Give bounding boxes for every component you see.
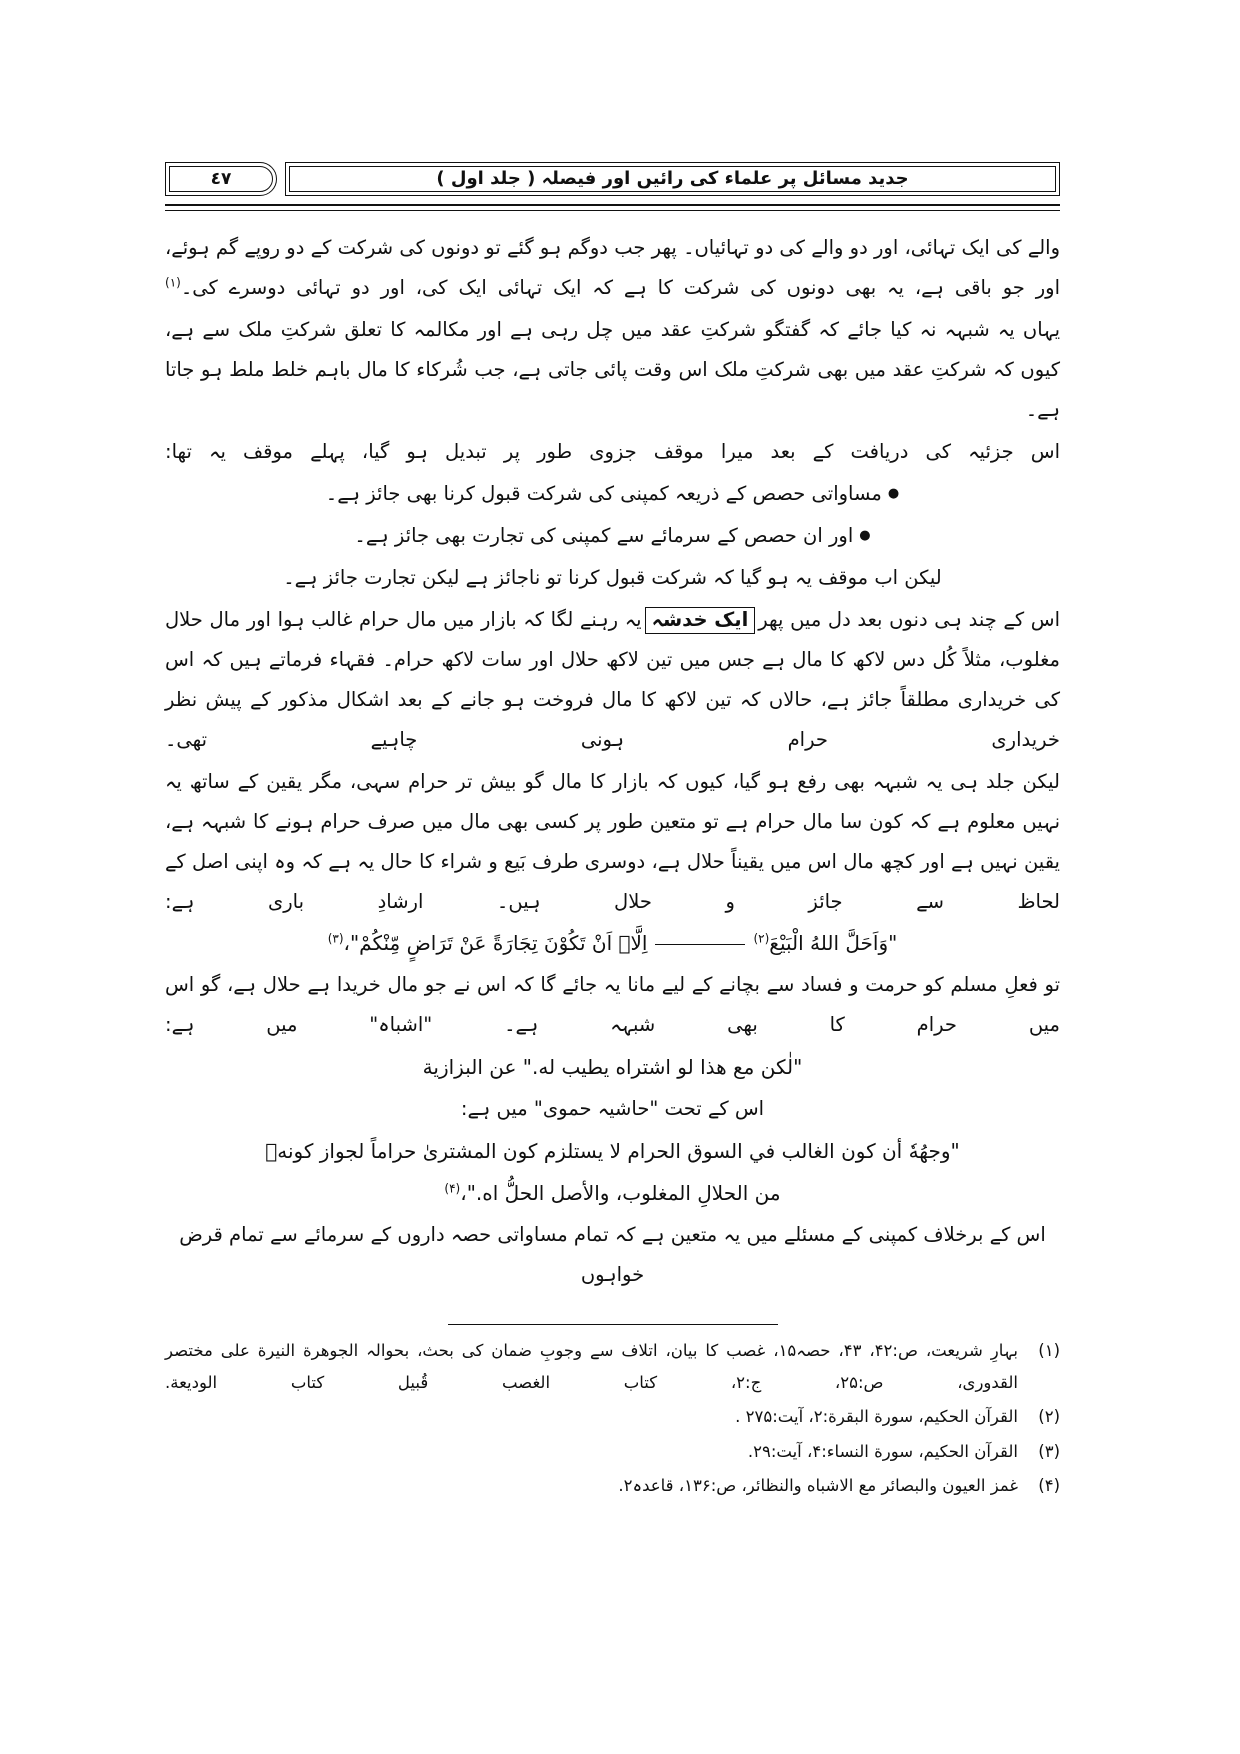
- bullet-item-2: [165, 516, 1060, 556]
- bullet-item-2-text: اور ان حصص کے سرمائے سے کمپنی کی تجارت بھی جائز ہے۔: [354, 523, 854, 547]
- paragraph-boxed-suffix: یہ رہنے لگا کہ بازار میں مال حرام غالب ہوا اور مال حلال مغلوب، مثلاً کُل دس لاکھ کا مال ہے جس میں تین لاکھ حلال اور سات لاکھ حرام۔ فقہاء فرماتے ہیں کہ اس کی خریداری مطلقاً جائز ہے، حالاں کہ تین لاکھ کا مال فروخت ہو جانے کے بعد اشکال مذکور کے پیش نظر خریداری حرام ہونی چاہیے تھی۔: [165, 607, 1060, 751]
- ayat-part-1: "وَاَحَلَّ اللهُ الْبَيْعَ: [769, 931, 898, 956]
- footnote-ref-1: (۱): [165, 275, 181, 290]
- footnote-4-text: غمز العيون والبصائر مع الاشباه والنظائر، ص:۱۳۶، قاعدہ۲.: [618, 1475, 1018, 1495]
- footnote-3: [165, 1436, 1060, 1468]
- bullet-dot-icon: ●: [859, 527, 871, 543]
- footnote-area: [165, 1324, 1060, 1504]
- paragraph-1: [165, 228, 1060, 308]
- book-title-band: [285, 162, 1060, 196]
- bullet-item-1-text: مساواتی حصص کے ذریعہ کمپنی کی شرکت قبول کرنا بھی جائز ہے۔: [325, 481, 882, 505]
- ayat-separator-rule: [655, 944, 745, 945]
- paragraph-2: یہاں یہ شبہہ نہ کیا جائے کہ گفتگو شرکتِ عقد میں چل رہی ہے اور مکالمہ کا تعلق شرکتِ ملک سے ہے، کیوں کہ شرکتِ عقد میں بھی شرکتِ ملک اس وقت پائی جاتی ہے، جب شُرکاء کا مال باہم خلط ملط ہو جاتا ہے۔: [165, 317, 1060, 421]
- book-title: جدید مسائل پر علماء کی رائیں اور فیصلہ ( جلد اول ): [426, 170, 918, 188]
- body-text: [165, 228, 1060, 1295]
- page-header: [165, 160, 1060, 212]
- after-bullets-line: لیکن اب موقف یہ ہو گیا کہ شرکت قبول کرنا تو ناجائز ہے لیکن تجارت جائز ہے۔: [283, 565, 942, 589]
- footnote-2: [165, 1401, 1060, 1433]
- footnote-3-marker: (۳): [1038, 1441, 1060, 1461]
- quote-intro-hamawi: اس کے تحت "حاشیہ حموی" میں ہے:: [460, 1097, 765, 1121]
- quote-hamawi-line-1: "وجهُهٗ أن كون الغالب في السوق الحرام لا يستلزم كون المشترىٰ حراماً لجواز كونهٖ: [265, 1139, 960, 1164]
- footnote-ref-3: (۳): [327, 931, 344, 946]
- footnote-1-text: بہارِ شریعت، ص:۴۲، ۴۳، حصہ۱۵، غصب کا بیان، اتلاف سے وجوبِ ضمان کی بحث، بحوالہ الجوهرة النيرة علی مختصر القدوری، ص:۲۵، ج:۲، كتاب الغصب قُبيل كتاب الوديعة.: [165, 1341, 1019, 1393]
- footnote-4: [165, 1470, 1060, 1502]
- footnote-separator-rule: [448, 1324, 778, 1325]
- page-number-box: [165, 162, 277, 196]
- footnote-3-text: القرآن الحکیم، سورة النساء:۴، آیت:۲۹.: [747, 1441, 1018, 1461]
- bullet-item-1: [165, 474, 1060, 514]
- paragraph-5: تو فعلِ مسلم کو حرمت و فساد سے بچانے کے لیے مانا یہ جائے گا کہ اس نے جو مال خریدا ہے حلال ہے، گو اس میں حرام کا بھی شبہہ ہے۔ "اشباہ" میں ہے:: [165, 973, 1060, 1037]
- boxed-emphasis: ایک خدشہ: [645, 607, 756, 634]
- bullet-dot-icon: ●: [887, 485, 900, 501]
- footnote-4-marker: (۴): [1038, 1475, 1060, 1495]
- quote-hamawi-line-2-text: من الحلالِ المغلوب، والأصل الحلُّ اه."،: [460, 1181, 781, 1206]
- footnote-1-marker: (۱): [1038, 1341, 1060, 1361]
- header-rule-outer: [165, 204, 1060, 206]
- footnote-2-marker: (۲): [1038, 1407, 1060, 1427]
- paragraph-boxed-prefix: اس کے چند ہی دنوں بعد دل میں پھر: [758, 607, 1060, 631]
- footnote-1: [165, 1335, 1060, 1399]
- footnote-ref-2: (۲): [753, 931, 770, 946]
- page-number: ٤٧: [210, 169, 232, 189]
- paragraph-4: لیکن جلد ہی یہ شبہہ بھی رفع ہو گیا، کیوں کہ بازار کا مال گو بیش تر حرام سہی، مگر یقین کے ساتھ یہ نہیں معلوم ہے کہ کون سا مال حرام ہے تو متعین طور پر کسی بھی مال میں صرف حرام ہونے کا شبہہ ہے، یقین نہیں ہے اور کچھ مال اس میں یقیناً حلال ہے، دوسری طرف بَیع و شراء کا حال یہ ہے کہ وہ اپنی اصل کے لحاظ سے جائز و حلال ہیں۔ ارشادِ باری ہے:: [165, 769, 1060, 913]
- header-rule-inner: [165, 210, 1060, 211]
- paragraph-3: اس جزئیہ کی دریافت کے بعد میرا موقف جزوی طور پر تبدیل ہو گیا، پہلے موقف یہ تھا:: [165, 439, 1060, 463]
- ayat-part-2: اِلَّاۤ اَنْ تَكُوْنَ تِجَارَةً عَنْ تَرَاضٍ مِّنْكُمْ"،: [343, 931, 648, 956]
- footnote-ref-4: (۴): [444, 1181, 461, 1196]
- quote-hamawi-line-2: [165, 1173, 1060, 1213]
- closing-paragraph: اس کے برخلاف کمپنی کے مسئلے میں یہ متعین ہے کہ تمام مساواتی حصہ داروں کے سرمائے سے تمام قرض خواہوں: [179, 1223, 1046, 1287]
- paragraph-boxed: [165, 600, 1060, 760]
- quran-ayat-line: [165, 923, 1060, 963]
- paragraph-1-text: والے کی ایک تہائی، اور دو والے کی دو تہائیاں۔ پھر جب دوگم ہو گئے تو دونوں کی شرکت کے دو روپے گم ہوئے، اور جو باقی ہے، یہ بھی دونوں کی شرکت کا ہے کہ ایک تہائی ایک کی، اور دو تہائی دوسرے کی۔: [165, 236, 1060, 299]
- footnote-2-text: القرآن الحکیم، سورة البقرة:۲، آیت:۲۷۵ .: [735, 1407, 1018, 1427]
- quote-bazzaziyya: "لٰکن مع هذا لو اشتراه يطيب له." عن البزازية: [422, 1055, 803, 1080]
